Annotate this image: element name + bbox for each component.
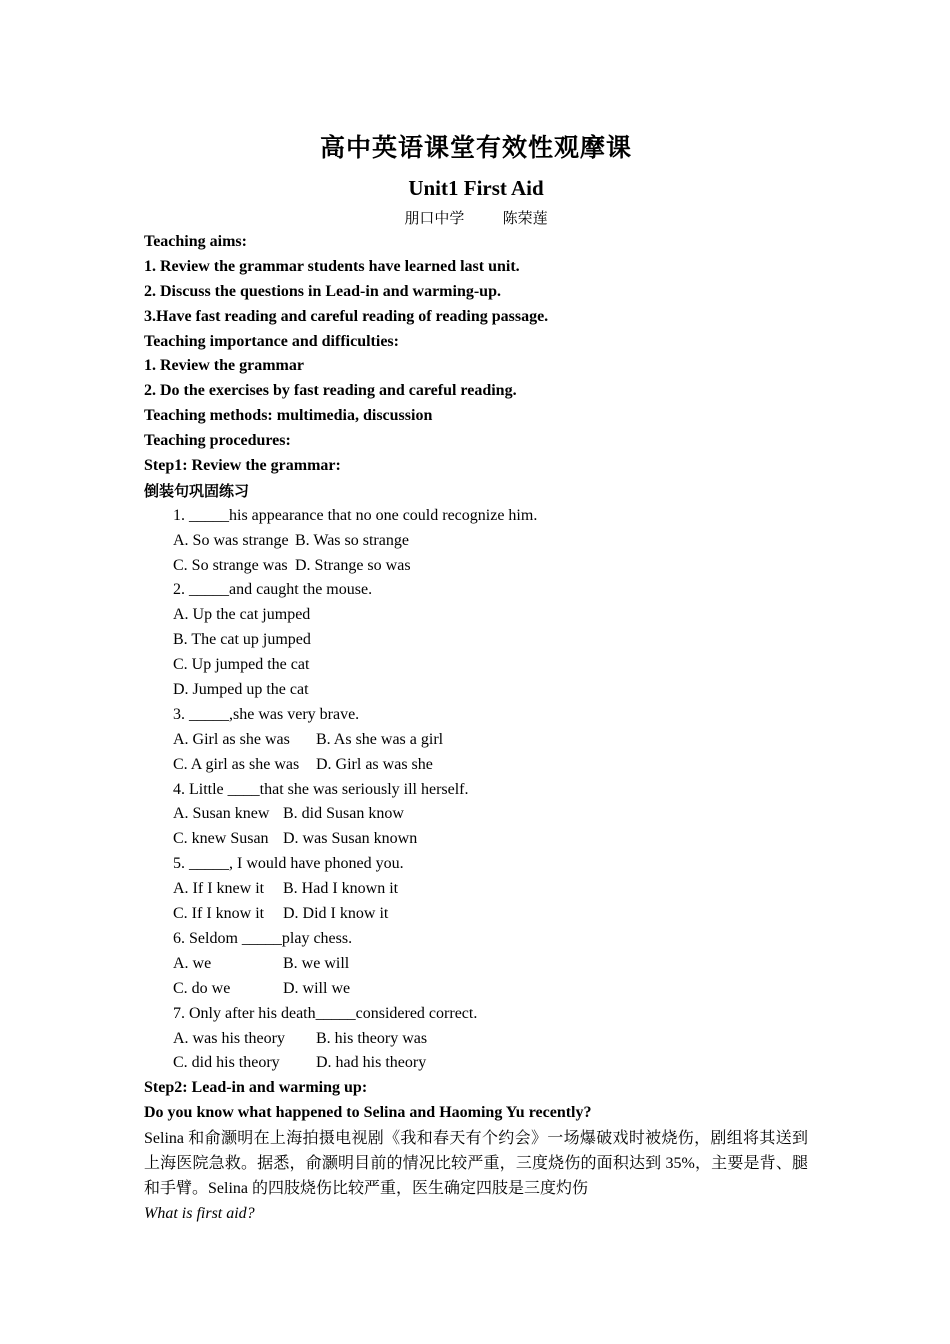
question-stem: 7. Only after his death_____considered correct. (173, 1004, 478, 1022)
option: B. his theory was (316, 1029, 428, 1047)
option-row (144, 529, 808, 554)
option-row (144, 877, 808, 902)
option-row (144, 952, 808, 977)
option: D. had his theory (316, 1054, 427, 1072)
question-stem: 3. _____,she was very brave. (173, 705, 360, 723)
heading-importance: Teaching importance and difficulties: (144, 332, 399, 350)
option: A. Susan knew (173, 805, 270, 823)
heading-teaching-aims: Teaching aims: (144, 233, 247, 250)
option-row (144, 728, 808, 753)
option: A. If I knew it (173, 880, 265, 898)
document-title-english: Unit1 First Aid (408, 176, 544, 200)
option: B. we will (283, 954, 350, 972)
question-stem: 1. _____his appearance that no one could recognize him. (173, 506, 538, 524)
option: B. Was so strange (295, 531, 409, 549)
option: D. will we (283, 979, 351, 997)
question-stem: 4. Little ____that she was seriously ill herself. (173, 780, 469, 798)
step2-heading: Step2: Lead-in and warming up: (144, 1079, 368, 1097)
option: C. do we (173, 979, 231, 997)
option-row (144, 902, 808, 927)
option: A. Girl as she was (173, 730, 290, 748)
heading-procedures: Teaching procedures: (144, 432, 291, 450)
option: D. Jumped up the cat (173, 681, 309, 699)
option: A. So was strange (173, 531, 289, 549)
document-page (144, 128, 808, 1226)
option: A. was his theory (173, 1029, 285, 1047)
aim-3: 3.Have fast reading and careful reading of reading passage. (144, 307, 549, 325)
step2-question: Do you know what happened to Selina and Haoming Yu recently? (144, 1104, 592, 1122)
option-row (144, 1027, 808, 1052)
aim-1: 1. Review the grammar students have learned last unit. (144, 257, 520, 275)
importance-1: 1. Review the grammar (144, 357, 304, 375)
option-row (144, 977, 808, 1002)
option: C. A girl as she was (173, 755, 300, 773)
exercise-title: 倒装句巩固练习 (144, 481, 250, 500)
option: C. did his theory (173, 1054, 280, 1072)
option: B. did Susan know (283, 805, 404, 823)
option: A. we (173, 954, 212, 972)
option: B. Had I known it (283, 880, 399, 898)
question-stem: 6. Seldom _____play chess. (173, 929, 353, 947)
option-row (144, 554, 808, 579)
option: D. Strange so was (295, 556, 411, 574)
option: C. If I know it (173, 905, 265, 923)
option-row (144, 1051, 808, 1076)
option-row (144, 827, 808, 852)
option: C. knew Susan (173, 830, 269, 848)
question-stem: 5. _____, I would have phoned you. (173, 855, 404, 873)
option-row (144, 802, 808, 827)
document-title-chinese: 高中英语课堂有效性观摩课 (319, 133, 632, 162)
step2-paragraph: Selina 和俞灏明在上海拍摄电视剧《我和春天有个约会》一场爆破戏时被烧伤，剧组将其送到上海医院急救。据悉，俞灏明目前的情况比较严重，三度烧伤的面积达到 35%，主要是背、腿和手臂。Selina 的四肢烧伤比较严重，医生确定四肢是三度灼伤 (144, 1130, 808, 1198)
option: A. Up the cat jumped (173, 606, 311, 624)
option: D. Did I know it (283, 905, 389, 923)
teaching-methods: Teaching methods: multimedia, discussion (144, 407, 433, 425)
option: C. Up jumped the cat (173, 656, 310, 674)
importance-2: 2. Do the exercises by fast reading and careful reading. (144, 382, 517, 400)
option: C. So strange was (173, 556, 288, 574)
option: B. As she was a girl (316, 730, 444, 748)
question-stem: 2. _____and caught the mouse. (173, 581, 373, 599)
option: D. Girl as was she (316, 755, 433, 773)
option: B. The cat up jumped (173, 631, 311, 649)
aim-2: 2. Discuss the questions in Lead-in and warming-up. (144, 282, 501, 300)
option: D. was Susan known (283, 830, 418, 848)
first-aid-question: What is first aid? (144, 1205, 255, 1223)
author-line: 朋口中学 陈荣莲 (404, 209, 548, 227)
step1-heading: Step1: Review the grammar: (144, 457, 341, 475)
option-row (144, 753, 808, 778)
